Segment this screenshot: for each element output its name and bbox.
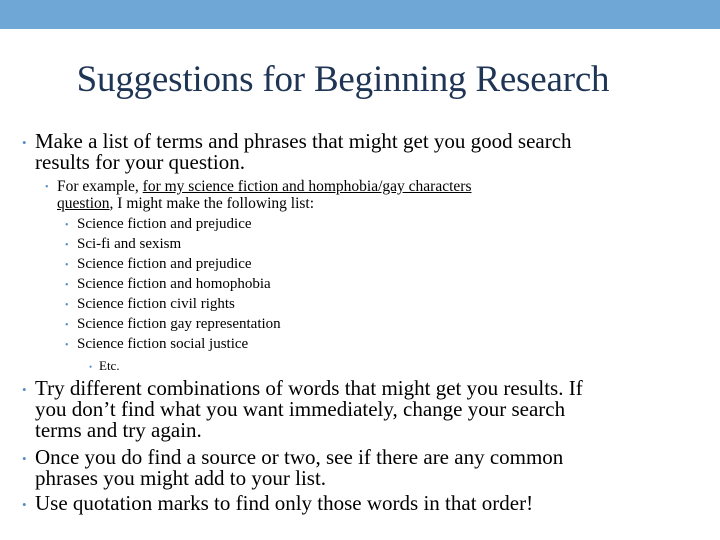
term-text: Sci-fi and sexism (77, 236, 182, 252)
bullet-make-list-line2: results for your question. (35, 150, 245, 174)
bullet-icon: • (65, 340, 69, 351)
bullet-find-line1: Once you do find a source or two, see if there are any common (35, 445, 564, 469)
etc-item (89, 358, 120, 374)
term-text: Science fiction gay representation (77, 316, 281, 332)
bullet-icon: • (22, 497, 27, 512)
bullet-find-line2: phrases you might add to your list. (35, 466, 327, 490)
slide-title: Suggestions for Beginning Research (76, 59, 610, 100)
bullet-try-combinations (22, 376, 583, 442)
bullet-example (45, 178, 472, 212)
bullet-icon: • (45, 182, 49, 193)
list-item (65, 294, 281, 314)
bullet-icon: • (65, 220, 69, 231)
bullet-icon: • (65, 300, 69, 311)
term-text: Science fiction and prejudice (77, 256, 252, 272)
bullet-quotation-line1: Use quotation marks to find only those words in that order! (35, 491, 534, 515)
bullet-quotation-marks (22, 491, 534, 515)
bullet-icon: • (65, 320, 69, 331)
example-underlined-question: question (57, 195, 110, 212)
term-text: Science fiction and homophobia (77, 276, 271, 292)
example-underlined-topic: for my science fiction and homphobia/gay characters (142, 178, 472, 195)
list-item (65, 214, 281, 234)
list-item (65, 254, 281, 274)
example-lead: For example, (57, 178, 143, 195)
example-rest: , I might make the following list: (109, 195, 315, 212)
list-item (65, 334, 281, 354)
list-item (65, 274, 281, 294)
bullet-icon: • (22, 382, 27, 397)
term-text: Science fiction and prejudice (77, 216, 252, 232)
bullet-try-line3: terms and try again. (35, 418, 202, 442)
term-text: Science fiction social justice (77, 336, 249, 352)
bullet-icon: • (65, 260, 69, 271)
list-item (65, 234, 281, 254)
term-text: Science fiction civil rights (77, 296, 235, 312)
bullet-try-line2: you don’t find what you want immediately, change your search (35, 397, 566, 421)
bullet-icon: • (65, 280, 69, 291)
bullet-icon: • (22, 451, 27, 466)
bullet-try-line1: Try different combinations of words that might get you results. If (35, 376, 583, 400)
etc-text: Etc. (99, 358, 120, 373)
list-item (65, 314, 281, 334)
bullet-find-source (22, 445, 564, 490)
bullet-make-list-line1: Make a list of terms and phrases that might get you good search (35, 129, 572, 153)
term-list (65, 214, 281, 354)
bullet-make-list (22, 129, 572, 174)
bullet-icon: • (65, 240, 69, 251)
bullet-icon: • (89, 362, 93, 372)
bullet-icon: • (22, 135, 27, 150)
top-accent-bar (0, 0, 720, 29)
